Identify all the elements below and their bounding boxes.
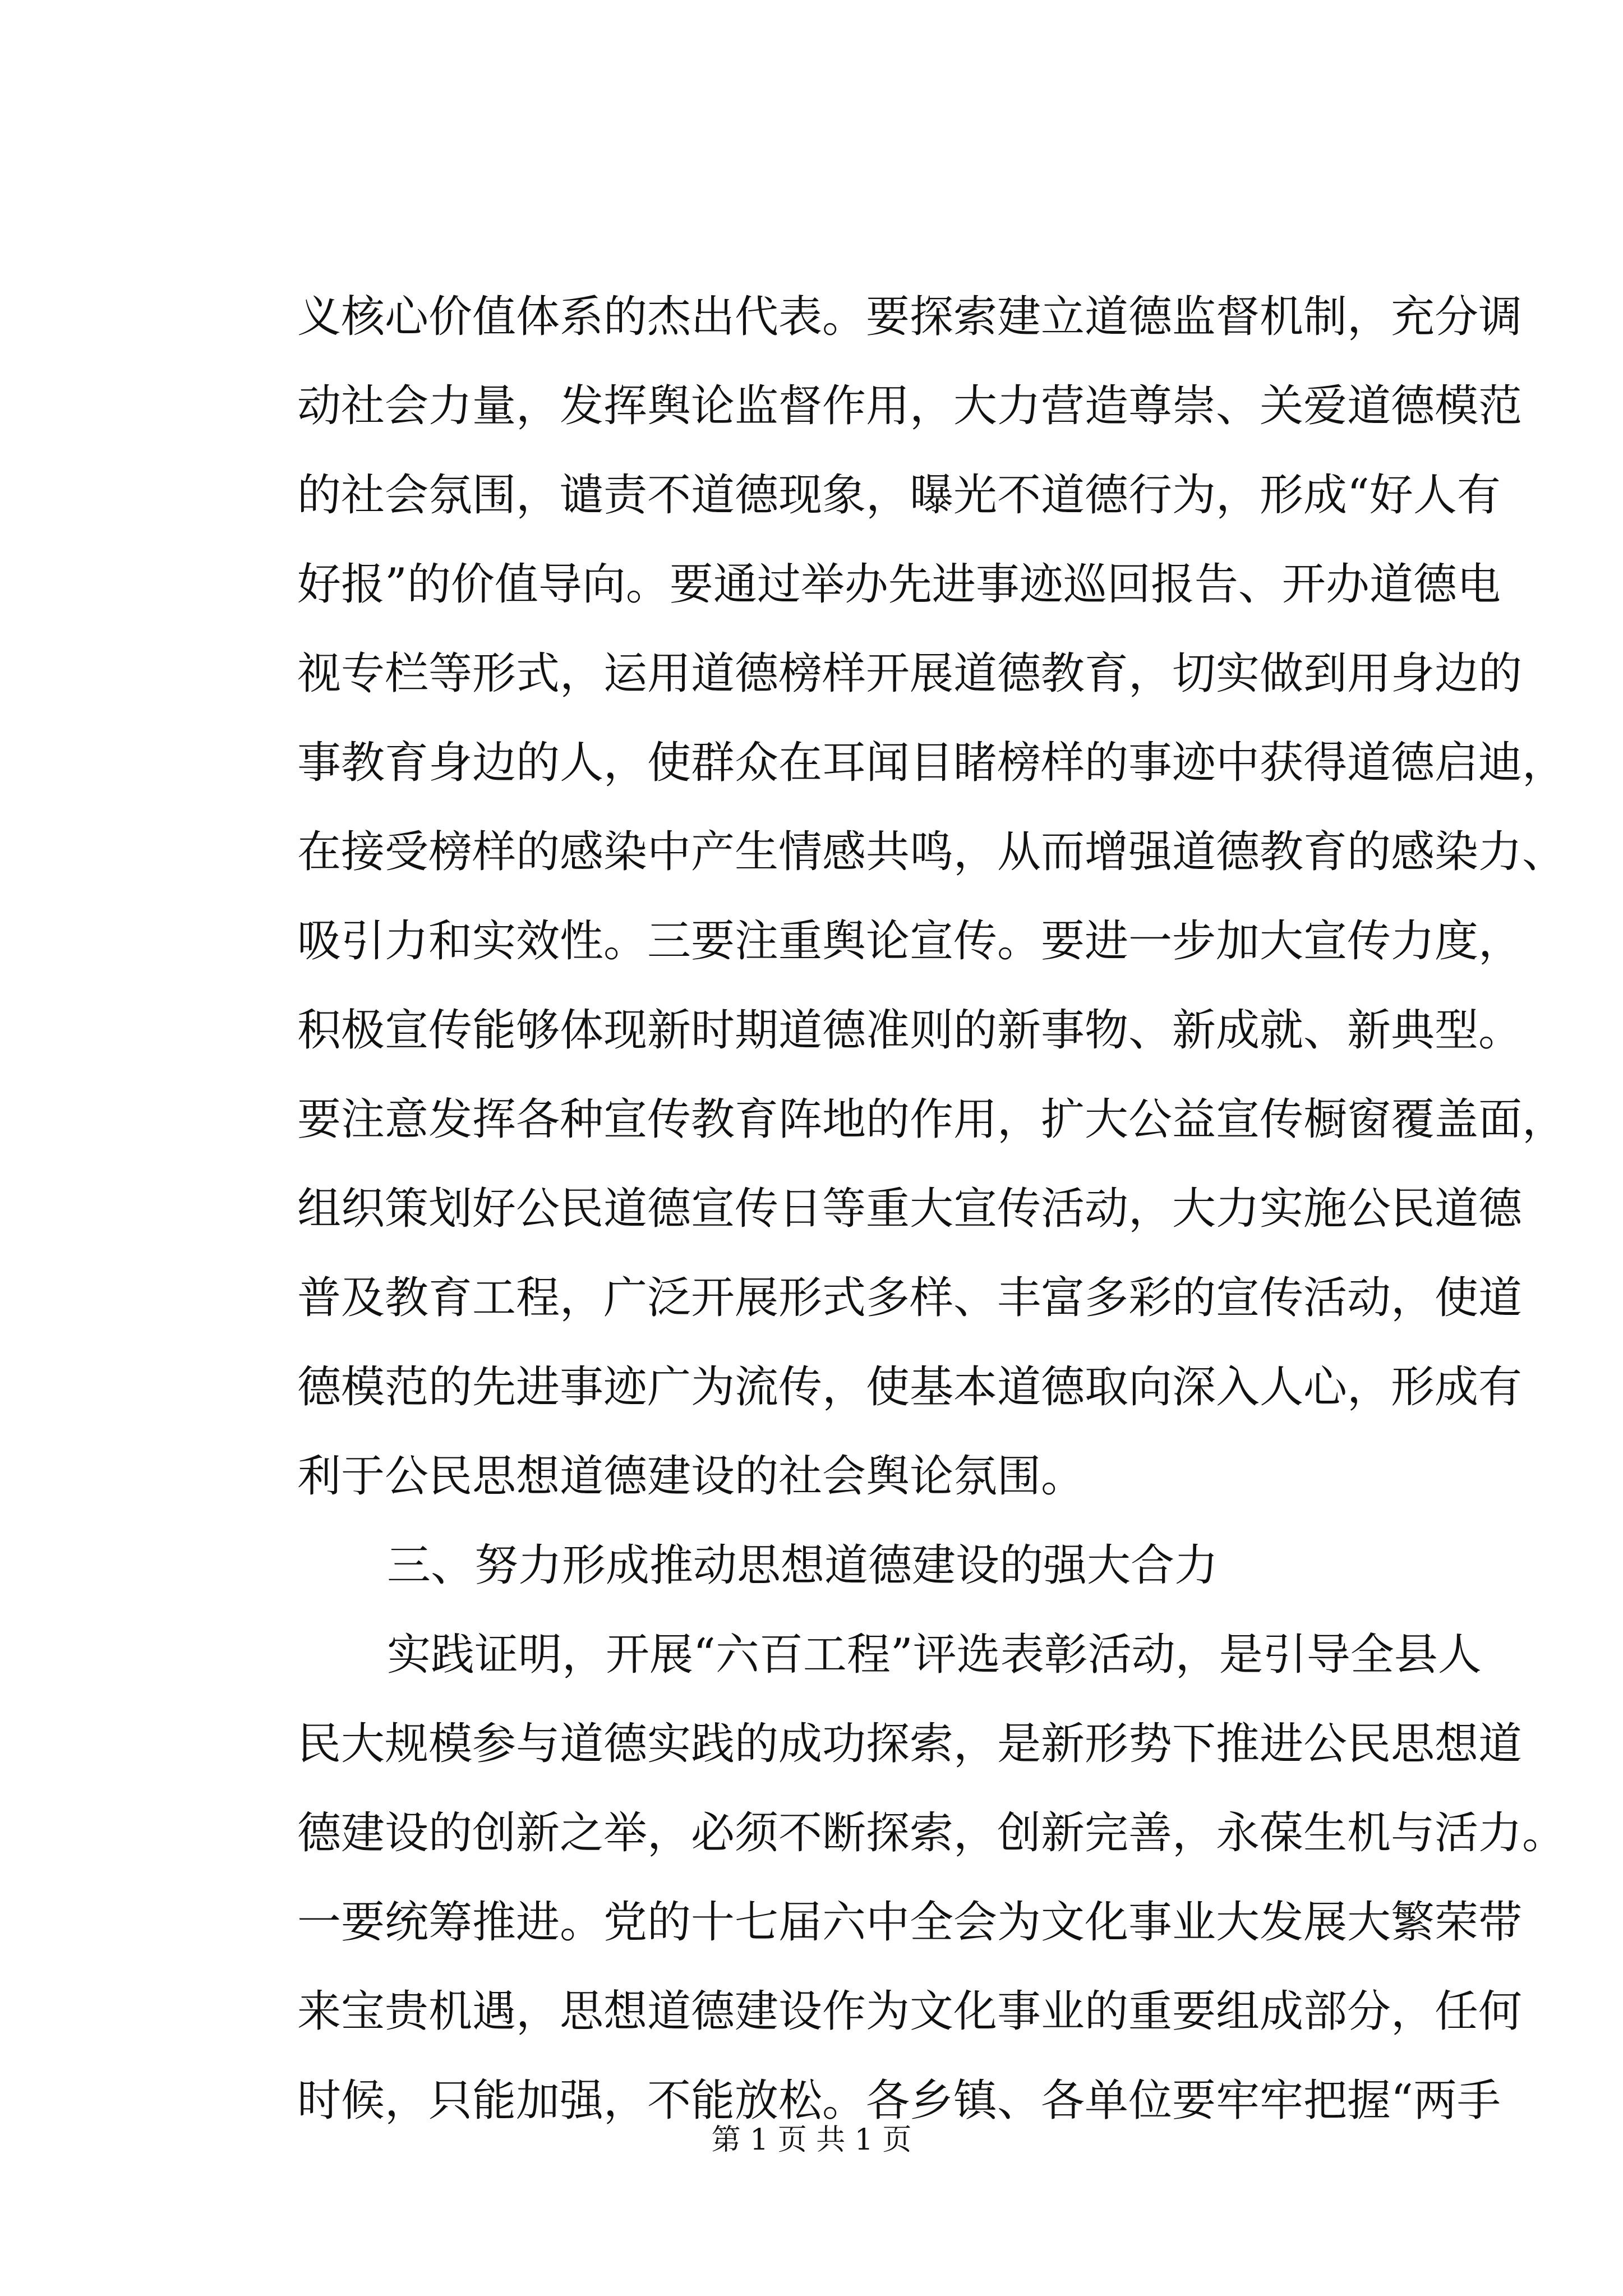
body-line: 要注意发挥各种宣传教育阵地的作用，扩大公益宣传橱窗覆盖面， [297, 1094, 1566, 1145]
body-line: 在接受榜样的感染中产生情感共鸣，从而增强道德教育的感染力、 [297, 827, 1566, 877]
body-line: 组织策划好公民道德宣传日等重大宣传活动，大力实施公民道德 [297, 1184, 1523, 1234]
body-line: 的社会氛围，谴责不道德现象，曝光不道德行为，形成“好人有 [297, 470, 1501, 521]
body-line: 动社会力量，发挥舆论监督作用，大力营造尊崇、关爱道德模范 [297, 381, 1523, 431]
body-line: 事教育身边的人，使群众在耳闻目睹榜样的事迹中获得道德启迪， [297, 738, 1566, 788]
body-line: 实践证明，开展“六百工程”评选表彰活动，是引导全县人 [387, 1630, 1482, 1680]
body-line: 吸引力和实效性。三要注重舆论宣传。要进一步加大宣传力度， [297, 916, 1523, 967]
body-line: 德建设的创新之举，必须不断探索，创新完善，永葆生机与活力。 [297, 1808, 1566, 1858]
body-line: 普及教育工程，广泛开展形式多样、丰富多彩的宣传活动，使道 [297, 1273, 1523, 1323]
body-line: 来宝贵机遇，思想道德建设作为文化事业的重要组成部分，任何 [297, 1986, 1523, 2037]
page-footer: 第 1 页 共 1 页 [711, 2123, 912, 2157]
body-line: 德模范的先进事迹广为流传，使基本道德取向深入人心，形成有 [297, 1362, 1523, 1412]
body-line: 利于公民思想道德建设的社会舆论氛围。 [297, 1451, 1085, 1502]
body-line: 一要统筹推进。党的十七届六中全会为文化事业大发展大繁荣带 [297, 1897, 1523, 1948]
body-line: 时候，只能加强，不能放松。各乡镇、各单位要牢牢把握“两手 [297, 2076, 1501, 2126]
body-line: 积极宣传能够体现新时期道德准则的新事物、新成就、新典型。 [297, 1005, 1523, 1056]
section-heading: 三、努力形成推动思想道德建设的强大合力 [387, 1540, 1219, 1591]
body-line: 民大规模参与道德实践的成功探索，是新形势下推进公民思想道 [297, 1719, 1523, 1769]
body-line: 好报”的价值导向。要通过举办先进事迹巡回报告、开办道德电 [297, 559, 1501, 610]
body-line: 义核心价值体系的杰出代表。要探索建立道德监督机制，充分调 [297, 292, 1523, 342]
body-line: 视专栏等形式，运用道德榜样开展道德教育，切实做到用身边的 [297, 648, 1523, 699]
